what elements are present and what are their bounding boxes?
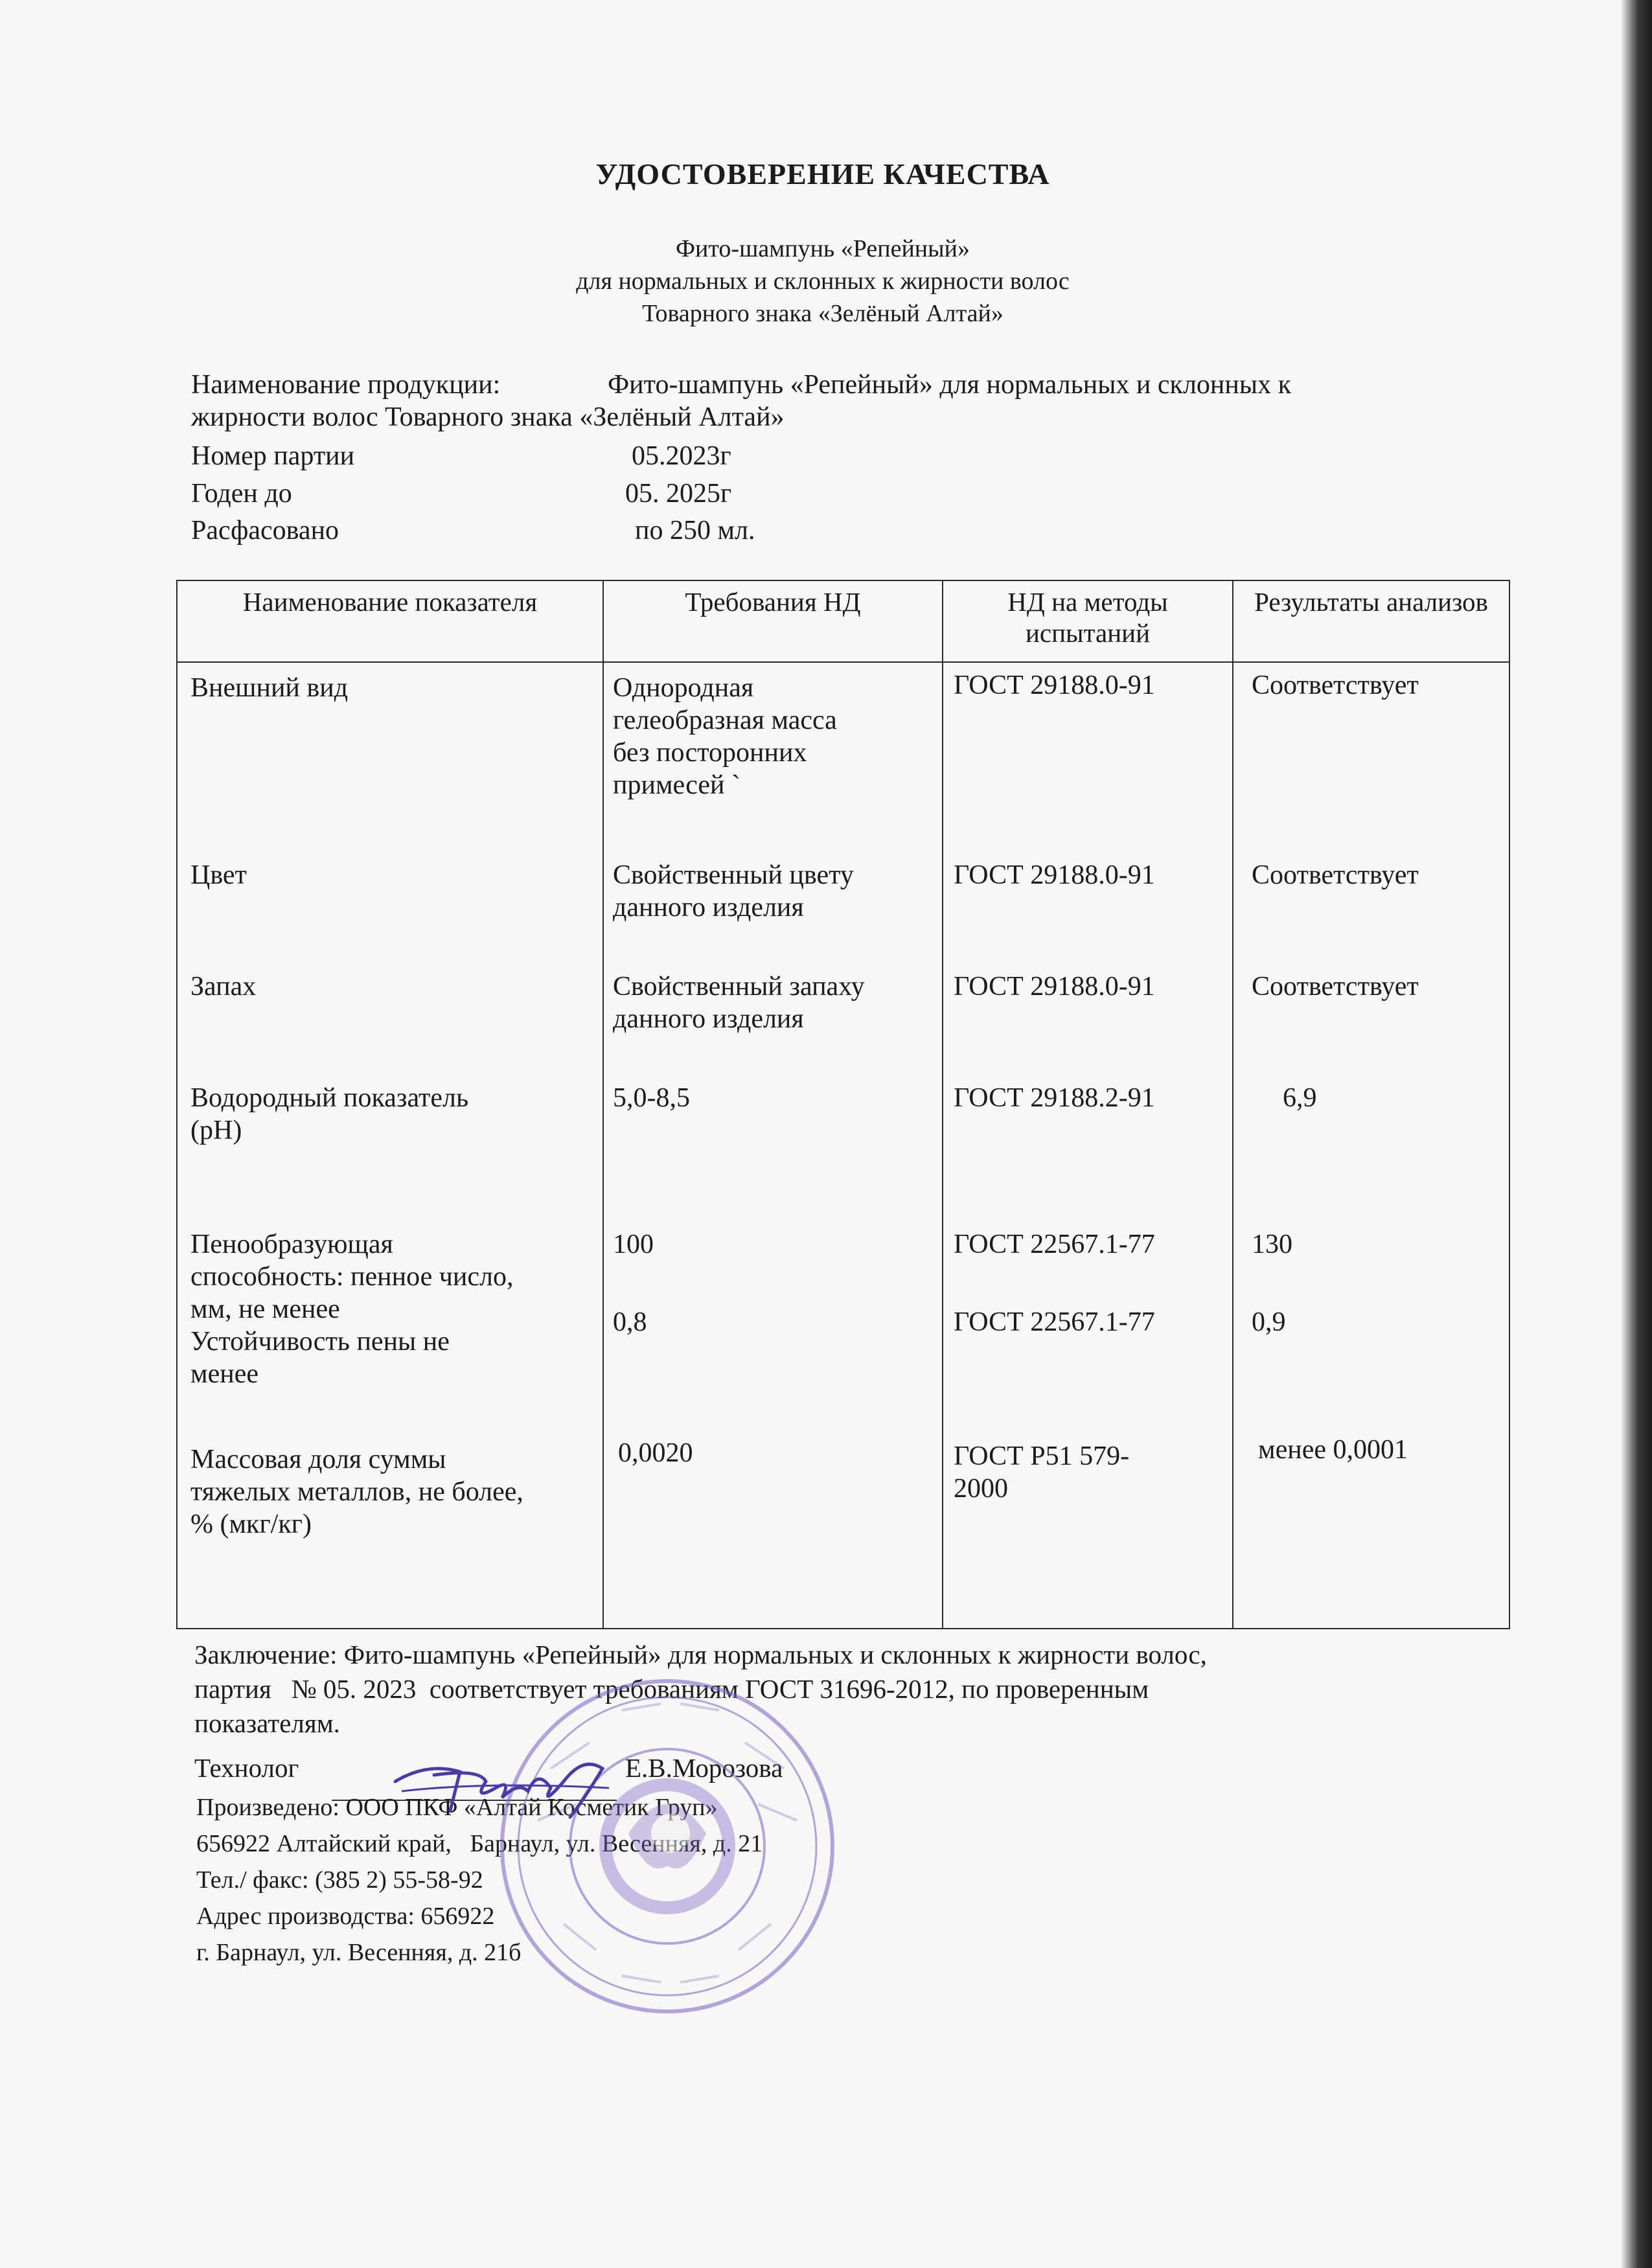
- result-color: Соответствует: [1252, 860, 1419, 890]
- result-appearance: Соответствует: [1252, 670, 1419, 700]
- method-appearance: ГОСТ 29188.0-91: [954, 670, 1155, 700]
- column-header: Наименование показателя: [177, 580, 603, 662]
- indicator-foam: Пенообразующая: [190, 1230, 393, 1259]
- requirement-color: Свойственный цвету: [613, 860, 854, 890]
- column-header: НД на методы испытаний: [943, 580, 1233, 662]
- producer-line-2: 656922 Алтайский край, Барнаул, ул. Весенняя, д. 21: [196, 1830, 763, 1857]
- batch-label: Номер партии: [191, 441, 355, 471]
- result-foam-stability: 0,9: [1252, 1307, 1286, 1337]
- requirement-appearance-cont: гелеобразная масса: [613, 705, 837, 735]
- expiry-label: Годен до: [191, 479, 292, 509]
- signoff-role: Технолог: [194, 1753, 299, 1783]
- expiry-value: 05. 2025г: [625, 479, 732, 509]
- method-ph: ГОСТ 29188.2-91: [954, 1083, 1155, 1113]
- indicator-ph-cont: (pH): [190, 1116, 242, 1145]
- indicator-ph: Водородный показатель: [190, 1083, 469, 1113]
- indicator-foam-cont: мм, не менее: [190, 1294, 340, 1324]
- requirement-appearance-cont: примесей `: [613, 770, 740, 800]
- product-name-label: Наименование продукции:: [191, 370, 501, 400]
- indicator-foam-stability-cont: менее: [190, 1359, 258, 1389]
- method-metals: ГОСТ Р51 579-: [954, 1441, 1130, 1471]
- column-header: Требования НД: [603, 580, 943, 662]
- requirement-appearance: Однородная: [613, 673, 754, 703]
- method-color: ГОСТ 29188.0-91: [954, 860, 1155, 890]
- requirement-odor: Свойственный запаху: [613, 972, 865, 1002]
- method-odor: ГОСТ 29188.0-91: [954, 972, 1155, 1002]
- quality-table: [176, 580, 1510, 1629]
- indicator-color: Цвет: [190, 860, 247, 890]
- result-metals: менее 0,0001: [1258, 1435, 1408, 1465]
- indicator-foam-cont: способность: пенное число,: [190, 1262, 514, 1292]
- indicator-metals-cont: % (мкг/кг): [190, 1509, 312, 1539]
- producer-line-4: Адрес производства: 656922: [196, 1903, 495, 1930]
- method-metals-cont: 2000: [954, 1474, 1008, 1504]
- indicator-metals-cont: тяжелых металлов, не более,: [190, 1477, 523, 1507]
- subtitle-line-1: Фито-шампунь «Репейный»: [675, 235, 970, 262]
- batch-value: 05.2023г: [632, 441, 731, 471]
- producer-line-1: Произведено: ООО ПКФ «Алтай Косметик Груп»: [196, 1794, 718, 1821]
- document-title: УДОСТОВЕРЕНИЕ КАЧЕСТВА: [595, 157, 1050, 190]
- requirement-foam-number: 100: [613, 1230, 654, 1259]
- company-stamp: [492, 1671, 842, 2021]
- product-name-value-cont: жирности волос Товарного знака «Зелёный Алтай»: [191, 402, 785, 432]
- table-header-row: [177, 580, 1509, 662]
- indicator-metals: Массовая доля суммы: [190, 1445, 446, 1474]
- producer-line-5: г. Барнаул, ул. Весенняя, д. 21б: [196, 1939, 522, 1966]
- method-foam-number: ГОСТ 22567.1-77: [954, 1230, 1155, 1259]
- requirement-odor-cont: данного изделия: [613, 1004, 804, 1034]
- scan-page-edge: [1621, 0, 1652, 2268]
- result-odor: Соответствует: [1252, 972, 1419, 1002]
- conclusion-line-2: партия № 05. 2023 соответствует требованиям ГОСТ 31696-2012, по проверенным: [194, 1674, 1149, 1704]
- requirement-foam-stability: 0,8: [613, 1307, 647, 1337]
- indicator-appearance: Внешний вид: [190, 673, 349, 703]
- table-body-row: [177, 662, 1509, 1629]
- requirement-appearance-cont: без посторонних: [613, 738, 807, 768]
- method-foam-stability: ГОСТ 22567.1-77: [954, 1307, 1155, 1337]
- result-foam-number: 130: [1252, 1230, 1292, 1259]
- subtitle-line-3: Товарного знака «Зелёный Алтай»: [642, 300, 1004, 327]
- requirement-cell: [603, 662, 943, 1629]
- column-header: Результаты анализов: [1233, 580, 1509, 662]
- product-name-value: Фито-шампунь «Репейный» для нормальных и склонных к: [608, 370, 1291, 400]
- indicator-odor: Запах: [190, 972, 257, 1002]
- method-cell: [943, 662, 1233, 1629]
- requirement-ph: 5,0-8,5: [613, 1083, 690, 1113]
- conclusion-line-1: Заключение: Фито-шампунь «Репейный» для нормальных и склонных к жирности волос,: [194, 1640, 1207, 1669]
- packed-value: по 250 мл.: [635, 516, 755, 545]
- handwritten-signature: [389, 1743, 622, 1827]
- producer-line-3: Тел./ факс: (385 2) 55-58-92: [196, 1866, 483, 1894]
- result-cell: [1233, 662, 1509, 1629]
- conclusion-line-3: показателям.: [194, 1708, 340, 1738]
- indicator-foam-stability: Устойчивость пены не: [190, 1327, 450, 1357]
- packed-label: Расфасовано: [191, 516, 339, 545]
- requirement-metals: 0,0020: [618, 1438, 693, 1468]
- requirement-color-cont: данного изделия: [613, 893, 804, 922]
- result-ph: 6,9: [1269, 1083, 1317, 1113]
- signoff-name: Е.В.Морозова: [625, 1753, 783, 1783]
- subtitle-line-2: для нормальных и склонных к жирности волос: [576, 268, 1070, 295]
- indicator-cell: [177, 662, 603, 1629]
